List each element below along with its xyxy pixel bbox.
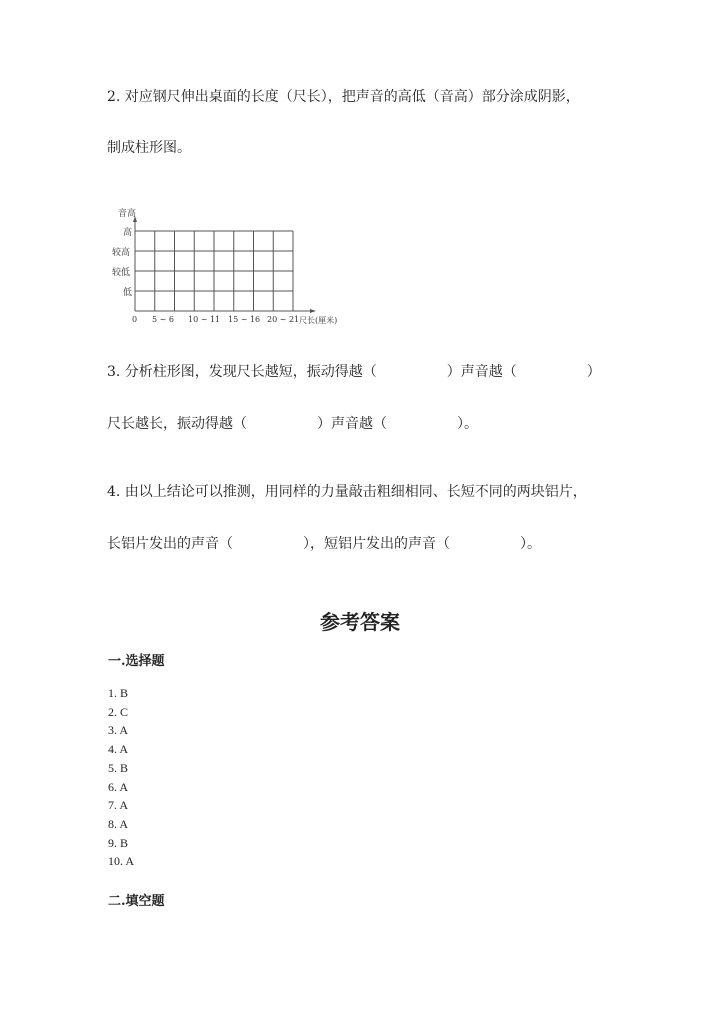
bar-chart-grid: [0, 0, 720, 340]
q3-line2: 尺长越长，振动得越（ ）声音越（ ）。: [107, 416, 478, 432]
q2-line1: 2. 对应钢尺伸出桌面的长度（尺长），把声音的高低（音高）部分涂成阴影，: [107, 89, 580, 105]
q2-line2: 制成柱形图。: [107, 140, 191, 156]
answer-item: 1. B: [108, 686, 129, 700]
answer-item: 4. A: [108, 742, 129, 757]
x-label-10-11: 10 ~ 11: [188, 315, 221, 324]
answer-item: 6. A: [108, 779, 129, 794]
y-label-fairly-high: 较高: [112, 248, 131, 258]
answer-title: 参考答案: [320, 610, 400, 634]
y-axis-title: 音高: [118, 209, 137, 219]
section-fill-blank: 二.填空题: [108, 894, 165, 909]
x-axis-title: 尺长(厘米): [299, 316, 338, 325]
answer-item: 8. A: [108, 816, 129, 831]
answer-item: 2. C: [108, 704, 129, 719]
answer-item: 3. A: [108, 723, 129, 738]
answer-item: 5. B: [108, 760, 129, 775]
q4-line2: 长铝片发出的声音（ ），短铝片发出的声音（ ）。: [107, 536, 541, 552]
x-label-5-6: 5 ~ 6: [152, 315, 174, 324]
answer-item: 10. A: [108, 854, 135, 869]
q3-line1: 3. 分析柱形图，发现尺长越短，振动得越（ ）声音越（ ）: [107, 364, 601, 380]
answer-item: 9. B: [108, 835, 129, 850]
x-label-0: 0: [132, 315, 138, 324]
q4-line1: 4. 由以上结论可以推测，用同样的力量敲击粗细相同、长短不同的两块铝片，: [107, 484, 587, 500]
answer-item: 7. A: [108, 798, 129, 813]
x-label-20-21: 20 ~ 21: [267, 315, 300, 324]
y-label-low: 低: [123, 288, 133, 298]
y-label-high: 高: [123, 228, 133, 238]
section-multiple-choice: 一.选择题: [108, 654, 165, 669]
y-label-fairly-low: 较低: [112, 268, 131, 278]
x-label-15-16: 15 ~ 16: [228, 315, 261, 324]
